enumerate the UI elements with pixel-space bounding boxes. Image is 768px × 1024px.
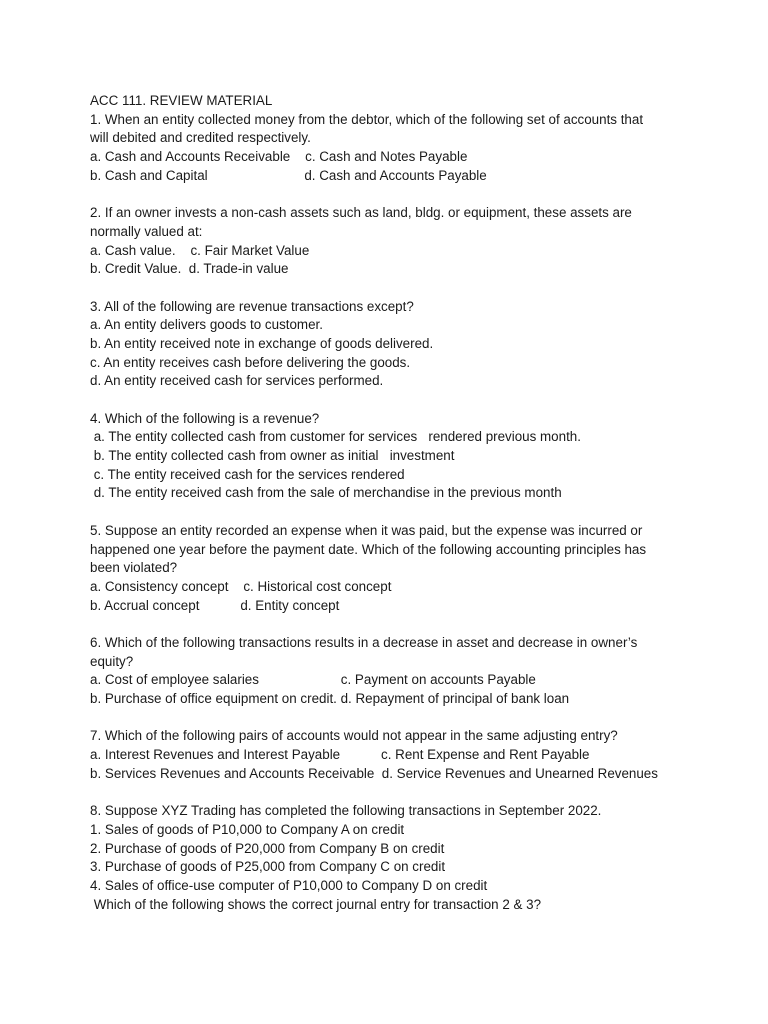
paragraph-gap	[90, 709, 730, 728]
question-line: 7. Which of the following pairs of accounts would not appear in the same adjusting entry?	[90, 728, 618, 744]
question-line: 4. Which of the following is a revenue?	[90, 410, 320, 426]
paragraph-gap	[90, 615, 730, 634]
question-5	[90, 522, 730, 615]
answer-choice-line: b. Accrual concept d. Entity concept	[90, 597, 340, 613]
question-line: will debited and credited respectively.	[90, 130, 311, 146]
question-line: been violated?	[90, 560, 178, 576]
question-line: 1. When an entity collected money from the debtor, which of the following set of accounts that	[90, 111, 644, 127]
answer-choice-line: b. Credit Value. d. Trade-in value	[90, 261, 289, 277]
transaction-line: 3. Purchase of goods of P25,000 from Company C on credit	[90, 859, 446, 875]
answer-choice-line: a. Consistency concept c. Historical cost concept	[90, 578, 392, 594]
paragraph-gap	[90, 783, 730, 802]
answer-choice-line: a. Interest Revenues and Interest Payable c. Rent Expense and Rent Payable	[90, 747, 590, 763]
question-7	[90, 727, 730, 783]
question-line: equity?	[90, 653, 134, 669]
answer-choice-line: a. An entity delivers goods to customer.	[90, 317, 323, 333]
question-line: 3. All of the following are revenue transactions except?	[90, 298, 414, 314]
answer-choice-line: b. Services Revenues and Accounts Receivable d. Service Revenues and Unearned Revenues	[90, 765, 658, 781]
paragraph-gap	[90, 185, 730, 204]
answer-choice-line: d. The entity received cash from the sale of merchandise in the previous month	[90, 485, 562, 501]
question-6	[90, 634, 730, 709]
transaction-line: 4. Sales of office-use computer of P10,000 to Company D on credit	[90, 877, 488, 893]
question-line: 6. Which of the following transactions results in a decrease in asset and decrease in owner’s	[90, 634, 638, 650]
answer-choice-line: d. An entity received cash for services performed.	[90, 373, 384, 389]
question-line: 8. Suppose XYZ Trading has completed the following transactions in September 2022.	[90, 803, 602, 819]
answer-choice-line: c. An entity receives cash before delivering the goods.	[90, 354, 411, 370]
question-line: happened one year before the payment date. Which of the following accounting principles has	[90, 541, 647, 557]
document-title: ACC 111. REVIEW MATERIAL	[90, 93, 273, 108]
answer-choice-line: b. Cash and Capital d. Cash and Accounts Payable	[90, 167, 487, 183]
paragraph-gap	[90, 279, 730, 298]
answer-choice-line: c. The entity received cash for the services rendered	[90, 466, 405, 482]
question-1	[90, 111, 730, 186]
question-3	[90, 298, 730, 391]
answer-choice-line: a. Cash value. c. Fair Market Value	[90, 242, 310, 258]
question-8	[90, 802, 730, 914]
transaction-line: 1. Sales of goods of P10,000 to Company A on credit	[90, 821, 405, 837]
paragraph-gap	[90, 391, 730, 410]
answer-choice-line: b. An entity received note in exchange of goods delivered.	[90, 335, 434, 351]
question-line: 2. If an owner invests a non-cash assets such as land, bldg. or equipment, these assets are	[90, 205, 632, 221]
document-page	[90, 92, 730, 914]
answer-choice-line: a. Cash and Accounts Receivable c. Cash and Notes Payable	[90, 149, 468, 165]
answer-choice-line: a. The entity collected cash from customer for services rendered previous month.	[90, 429, 581, 445]
question-line: Which of the following shows the correct journal entry for transaction 2 & 3?	[90, 896, 542, 912]
answer-choice-line: a. Cost of employee salaries c. Payment on accounts Payable	[90, 672, 536, 688]
transaction-line: 2. Purchase of goods of P20,000 from Company B on credit	[90, 840, 445, 856]
answer-choice-line: b. Purchase of office equipment on credit. d. Repayment of principal of bank loan	[90, 691, 570, 706]
question-4	[90, 410, 730, 503]
paragraph-gap	[90, 503, 730, 522]
question-2	[90, 204, 730, 279]
question-line: 5. Suppose an entity recorded an expense when it was paid, but the expense was incurred or	[90, 522, 643, 538]
answer-choice-line: b. The entity collected cash from owner as initial investment	[90, 448, 455, 464]
question-line: normally valued at:	[90, 223, 203, 239]
